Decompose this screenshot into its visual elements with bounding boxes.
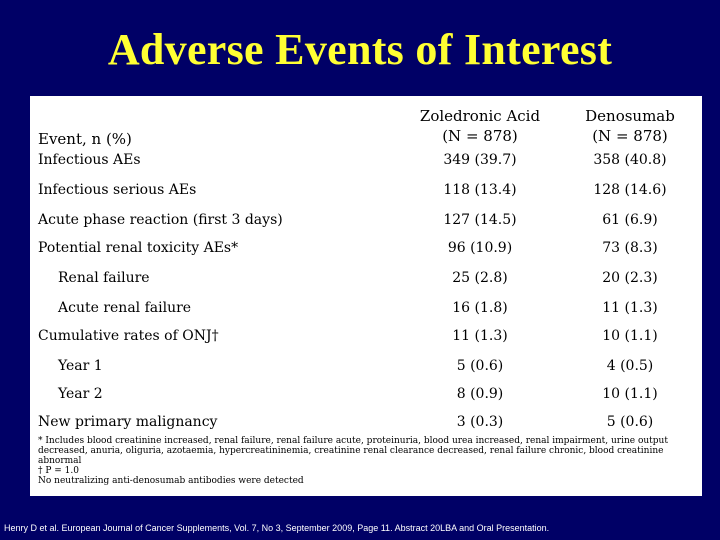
footnotes: [38, 436, 688, 486]
denosumab-value: 10 (1.1): [602, 386, 658, 402]
denosumab-value: 5 (0.6): [606, 414, 654, 430]
denosumab-value: 61 (6.9): [602, 212, 658, 228]
table-row: [30, 386, 702, 408]
row-label: Potential renal toxicity AEs*: [38, 240, 239, 256]
adverse-events-table: [30, 96, 702, 496]
table-row: [30, 270, 702, 292]
zoledronic-value: 96 (10.9): [447, 240, 513, 256]
table-row: [30, 358, 702, 380]
denosumab-value: 4 (0.5): [606, 358, 654, 374]
footnote-p-value: † P = 1.0: [38, 466, 79, 476]
zoledronic-value: 16 (1.8): [452, 300, 508, 316]
citation: Henry D et al. European Journal of Cancer Supplements, Vol. 7, No 3, September 2009, Page 11. Abstract 20LBA and Oral Presentation.: [4, 523, 550, 533]
denosumab-value: 73 (8.3): [602, 240, 658, 256]
denosumab-value: 128 (14.6): [593, 182, 667, 198]
header-zoledronic-n: (N = 878): [442, 127, 518, 145]
table-row: [30, 212, 702, 234]
slide-title: Adverse Events of Interest: [107, 25, 613, 74]
header-zoledronic-acid: [400, 106, 560, 146]
row-label: Year 1: [58, 358, 103, 374]
denosumab-value: 358 (40.8): [593, 152, 667, 168]
row-label: Year 2: [58, 386, 103, 402]
zoledronic-value: 3 (0.3): [456, 414, 504, 430]
table-row: [30, 152, 702, 174]
header-denosumab-n: (N = 878): [592, 127, 668, 145]
footnote-antibodies: No neutralizing anti-denosumab antibodies were detected: [38, 476, 304, 486]
header-event: Event, n (%): [38, 130, 132, 148]
table-row: [30, 182, 702, 204]
denosumab-value: 11 (1.3): [602, 300, 658, 316]
zoledronic-value: 11 (1.3): [452, 328, 508, 344]
denosumab-value: 20 (2.3): [602, 270, 658, 286]
table-row: [30, 240, 702, 262]
header-denosumab: [560, 106, 700, 146]
footnote-renal-toxicity: * Includes blood creatinine increased, renal failure, renal failure acute, proteinuria, blood urea increased, renal impairment, urine output decreased, anuria, oliguria, azotaemia, hypercreatininemia, creatinine renal clearance decreased, renal failure chronic, blood creatinine abnormal: [38, 436, 668, 466]
row-label: Acute renal failure: [58, 300, 192, 316]
zoledronic-value: 118 (13.4): [443, 182, 517, 198]
zoledronic-value: 5 (0.6): [456, 358, 504, 374]
zoledronic-value: 25 (2.8): [452, 270, 508, 286]
zoledronic-value: 8 (0.9): [456, 386, 504, 402]
zoledronic-value: 349 (39.7): [443, 152, 517, 168]
denosumab-value: 10 (1.1): [602, 328, 658, 344]
row-label: Acute phase reaction (first 3 days): [38, 212, 283, 228]
row-label: Renal failure: [58, 270, 150, 286]
row-label: Infectious serious AEs: [38, 182, 197, 198]
table-row: [30, 300, 702, 322]
table-row: [30, 328, 702, 350]
row-label: New primary malignancy: [38, 414, 218, 430]
header-denosumab-name: Denosumab: [585, 107, 675, 125]
zoledronic-value: 127 (14.5): [443, 212, 517, 228]
table-row: [30, 414, 702, 436]
header-zoledronic-name: Zoledronic Acid: [419, 107, 541, 125]
row-label: Cumulative rates of ONJ†: [38, 328, 219, 344]
row-label: Infectious AEs: [38, 152, 141, 168]
